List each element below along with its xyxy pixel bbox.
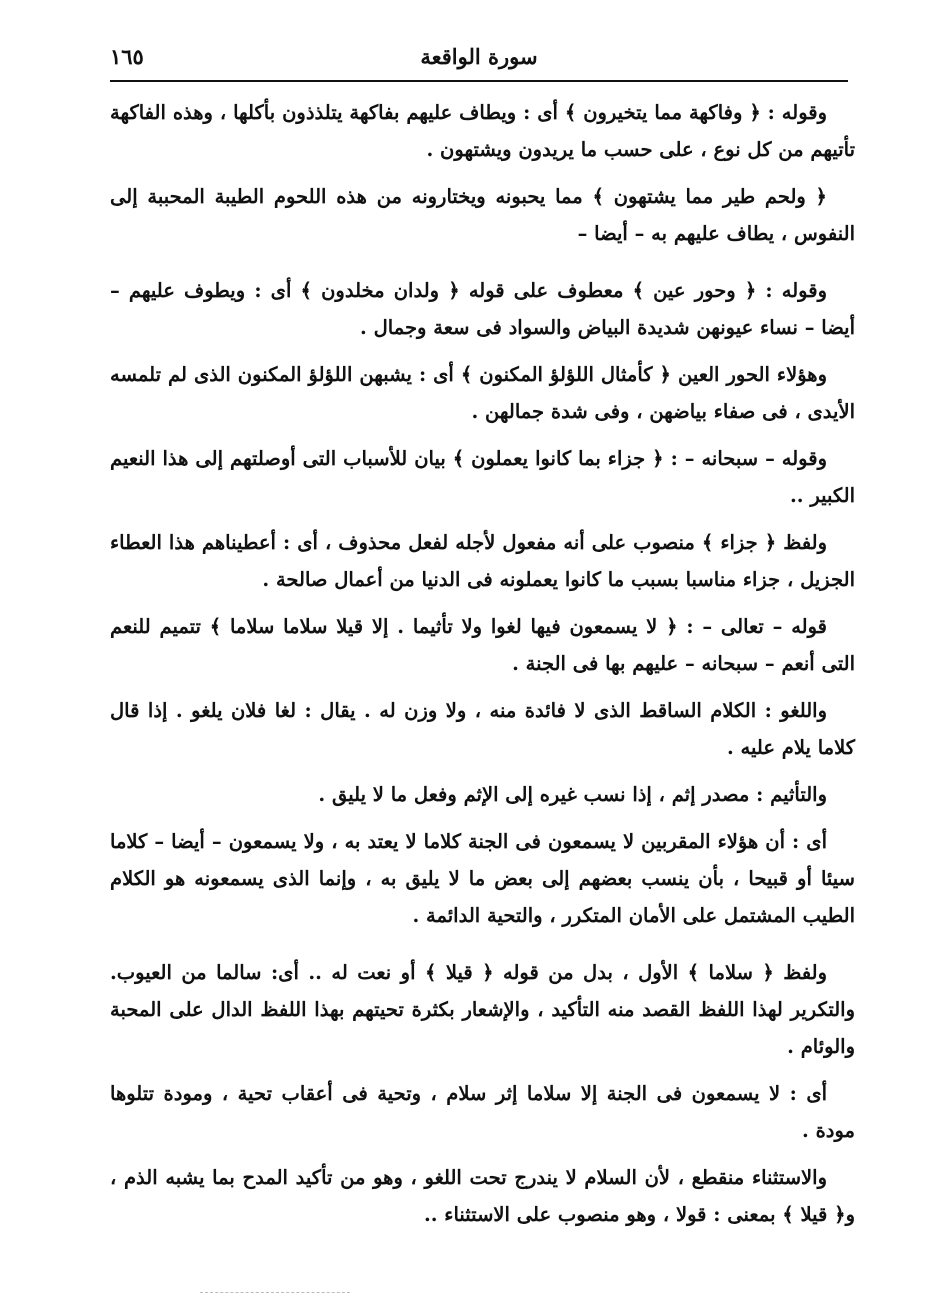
paragraph: ﴿ ولحم طير مما يشتهون ﴾ مما يحبونه ويختارونه من هذه اللحوم الطيبة المحببة إلى النفوس ، يطاف عليهم به – أيضا –	[110, 185, 855, 245]
paragraph: والتأثيم : مصدر إثم ، إذا نسب غيره إلى الإثم وفعل ما لا يليق .	[318, 783, 827, 806]
paragraph: والاستثناء منقطع ، لأن السلام لا يندرج تحت اللغو ، وهو من تأكيد المدح بما يشبه الذم ، و﴿ قيلا ﴾ بمعنى : قولا ، وهو منصوب على الاستثناء ..	[110, 1166, 855, 1226]
page-body	[110, 94, 855, 1243]
paragraph: ولفظ ﴿ جزاء ﴾ منصوب على أنه مفعول لأجله لفعل محذوف ، أى : أعطيناهم هذا العطاء الجزيل ، جزاء مناسبا بسبب ما كانوا يعملونه فى الدنيا من أعمال صالحة .	[110, 531, 855, 591]
paragraph: وقوله : ﴿ وحور عين ﴾ معطوف على قوله ﴿ ولدان مخلدون ﴾ أى : ويطوف عليهم – أيضا – نساء عيونهن شديدة البياض والسواد فى سعة وجمال .	[110, 279, 855, 339]
paragraph: وقوله – سبحانه – : ﴿ جزاء بما كانوا يعملون ﴾ بيان للأسباب التى أوصلتهم إلى هذا النعيم الكبير ..	[110, 447, 855, 507]
paragraph: ولفظ ﴿ سلاما ﴾ الأول ، بدل من قوله ﴿ قيلا ﴾ أو نعت له .. أى: سالما من العيوب. والتكرير لهذا اللفظ القصد منه التأكيد ، والإشعار بكثرة تحيتهم بهذا اللفظ الدال على المحبة والوئام .	[110, 961, 855, 1058]
paragraph: أى : أن هؤلاء المقربين لا يسمعون فى الجنة كلاما لا يعتد به ، ولا يسمعون – أيضا – كلاما سيئا أو قبيحا ، بأن ينسب بعضهم إلى بعض ما لا يليق به ، وإنما الذى يسمعونه هو الكلام الطيب المشتمل على الأمان المتكرر ، والتحية الدائمة .	[110, 830, 855, 927]
paragraph: وهؤلاء الحور العين ﴿ كأمثال اللؤلؤ المكنون ﴾ أى : يشبهن اللؤلؤ المكنون الذى لم تلمسه الأيدى ، فى صفاء بياضهن ، وفى شدة جمالهن .	[110, 363, 855, 423]
page-number: ١٦٥	[110, 44, 144, 69]
scan-artifact-line	[200, 1292, 350, 1293]
surah-title: سورة الواقعة	[420, 44, 538, 69]
header-rule	[110, 80, 848, 82]
page-header	[110, 38, 848, 78]
paragraph: وقوله : ﴿ وفاكهة مما يتخيرون ﴾ أى : ويطاف عليهم بفاكهة يتلذذون بأكلها ، وهذه الفاكهة تأتيهم من كل نوع ، على حسب ما يريدون ويشتهون .	[110, 101, 855, 161]
paragraph: قوله – تعالى – : ﴿ لا يسمعون فيها لغوا ولا تأثيما . إلا قيلا سلاما سلاما ﴾ تتميم للنعم التى أنعم – سبحانه – عليهم بها فى الجنة .	[110, 615, 855, 675]
paragraph: أى : لا يسمعون فى الجنة إلا سلاما إثر سلام ، وتحية فى أعقاب تحية ، ومودة تتلوها مودة .	[110, 1082, 855, 1142]
paragraph: واللغو : الكلام الساقط الذى لا فائدة منه ، ولا وزن له . يقال : لغا فلان يلغو . إذا قال كلاما يلام عليه .	[110, 699, 855, 759]
